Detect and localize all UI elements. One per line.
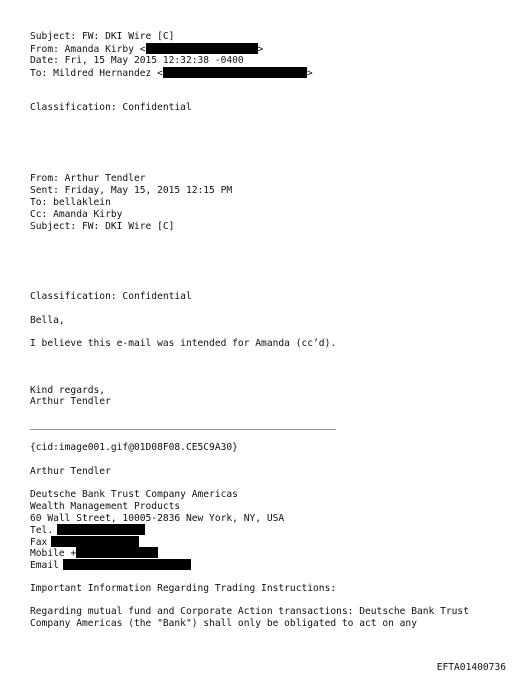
header-from-text: From: Amanda Kirby < [30, 44, 146, 55]
mobile-label: Mobile + [30, 548, 77, 559]
email-label: Email [30, 560, 59, 571]
signature-name: Arthur Tendler [30, 466, 111, 477]
forwarded-from: From: Arthur Tendler [30, 173, 146, 184]
notice-line-2: Company Americas (the "Bank") shall only be obligated to act on any [30, 618, 417, 629]
redaction-block [63, 559, 191, 570]
header-to-suffix: > [306, 68, 313, 79]
header-to-text: To: Mildred Hernandez < [30, 68, 163, 79]
forwarded-sent: Sent: Friday, May 15, 2015 12:15 PM [30, 185, 233, 196]
redaction-block [57, 524, 145, 535]
signature-divider [30, 429, 336, 430]
forwarded-subject: Subject: FW: DKI Wire [C] [30, 221, 175, 232]
redaction-block [76, 547, 158, 558]
signature-address: 60 Wall Street, 10005-2836 New York, NY, USA [30, 513, 285, 524]
header-to [30, 67, 313, 80]
message-text: I believe this e-mail was intended for Amanda (cc’d). [30, 338, 337, 349]
header-from-suffix: > [257, 44, 264, 55]
redaction-block [163, 67, 307, 78]
classification-label-2: Classification: Confidential [30, 291, 192, 302]
closing-regards: Kind regards, [30, 385, 106, 396]
signature-company: Deutsche Bank Trust Company Americas [30, 489, 238, 500]
greeting: Bella, [30, 315, 65, 326]
redaction-block [146, 43, 258, 54]
closing-name: Arthur Tendler [30, 396, 111, 407]
fax-label: Fax [30, 537, 48, 548]
header-subject: Subject: FW: DKI Wire [C] [30, 31, 175, 42]
signature-email [30, 559, 191, 572]
forwarded-to: To: bellaklein [30, 197, 111, 208]
document-id: EFTA01400736 [436, 662, 506, 673]
classification-label: Classification: Confidential [30, 102, 192, 113]
forwarded-cc: Cc: Amanda Kirby [30, 209, 123, 220]
header-date: Date: Fri, 15 May 2015 12:32:38 -0400 [30, 55, 244, 66]
redaction-block [51, 536, 139, 547]
notice-line-1: Regarding mutual fund and Corporate Action transactions: Deutsche Bank Trust [30, 606, 469, 617]
signature-image-ref: {cid:image001.gif@01D08F08.CE5C9A30} [30, 442, 238, 453]
signature-division: Wealth Management Products [30, 501, 181, 512]
notice-heading: Important Information Regarding Trading Instructions: [30, 583, 337, 594]
tel-label: Tel. [30, 525, 54, 536]
